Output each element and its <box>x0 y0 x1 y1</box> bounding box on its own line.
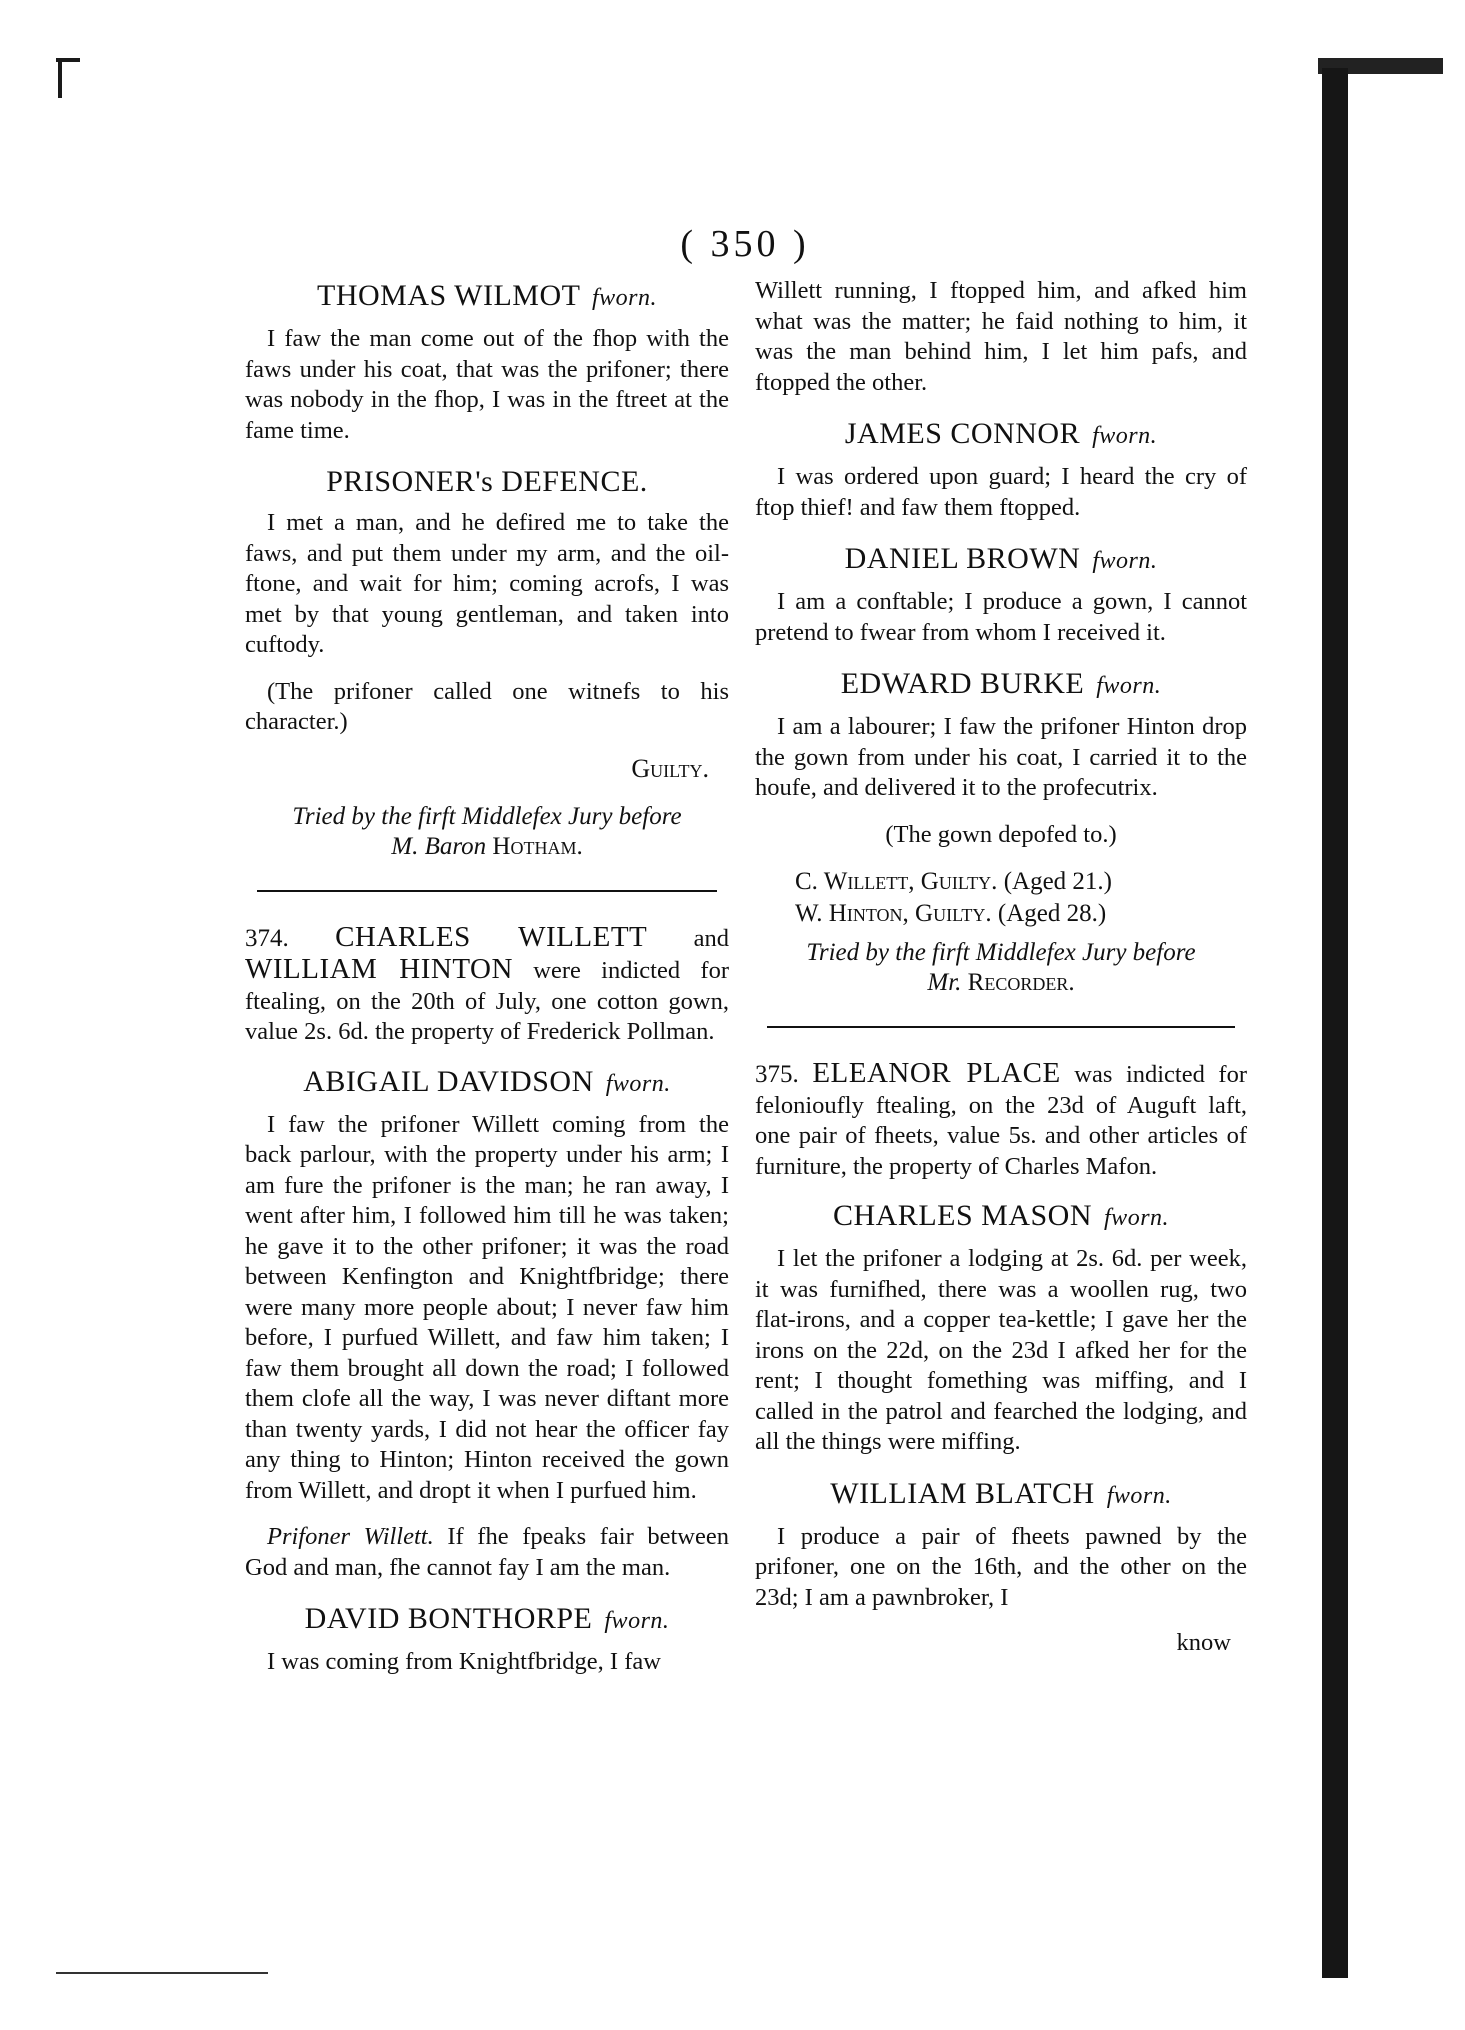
witness-name: JAMES CONNOR <box>844 417 1081 450</box>
right-column <box>755 276 1247 1657</box>
verdict-name: C. Willett, <box>795 868 915 895</box>
witness-heading-brown <box>755 539 1247 581</box>
witness-name: CHARLES MASON <box>832 1199 1093 1232</box>
tried-by-line: Tried by the firft Middlefex Jury before <box>806 939 1196 966</box>
tried-by-note <box>755 938 1247 998</box>
scan-corner-mark-vertical <box>58 58 62 98</box>
witness-heading-burke <box>755 664 1247 706</box>
character-note: (The prifoner called one witnefs to his character.) <box>245 677 729 735</box>
tried-by-judge <box>755 968 1247 998</box>
defendant: ELEANOR PLACE <box>812 1057 1061 1089</box>
verdict-guilty: Guilty. <box>631 753 709 783</box>
sworn-label: fworn. <box>604 1608 670 1634</box>
testimony-bonthorpe-continued: Willett running, I ftopped him, and afked him what was the matter; he faid nothing to him, it was the man behind him, I let him pafs, and ftopped the other. <box>755 277 1247 396</box>
judge-name: Hotham. <box>492 832 583 860</box>
case-number: 375. <box>755 1061 799 1088</box>
defendant-1: CHARLES WILLETT <box>335 920 648 953</box>
testimony-mason: I let the prifoner a lodging at 2s. 6d. per week, it was furnifhed, there was a woollen rug, two flat-irons, and a copper tea-kettle; I gave her the irons on the 22d, on the 23d I afked her for the rent; I thought fomething was miffing, and I called in the patrol and fearched the lodging, and all the things were miffing. <box>755 1245 1247 1455</box>
prisoner-statement-text: If fhe fpeaks fair between God and man, fhe cannot fay I am the man. <box>245 1523 729 1581</box>
page-number: ( 350 ) <box>680 223 810 265</box>
defendant-2: WILLIAM HINTON <box>245 953 513 985</box>
catchword: know <box>1176 1629 1231 1656</box>
testimony-blatch: I produce a pair of fheets pawned by the prifoner, one on the 16th, and the other on the 23d; I am a pawnbroker, I <box>755 1522 1247 1611</box>
indictment-text: was indicted for felonioufly ftealing, on the 23d of Auguft laft, one pair of fheets, value 5s. and other articles of furniture, the property of Charles Mafon. <box>755 1061 1247 1180</box>
gown-deposed-note: (The gown depofed to.) <box>885 820 1117 848</box>
conjunction: and <box>693 924 729 952</box>
verdict-result: Guilty. <box>920 868 998 895</box>
witness-name: ABIGAIL DAVIDSON <box>303 1064 594 1098</box>
sworn-label: fworn. <box>1092 423 1158 449</box>
judge-title: M. Baron <box>391 832 487 860</box>
sworn-label: fworn. <box>605 1070 671 1097</box>
tried-by-note <box>245 802 729 862</box>
judge-title: Mr. <box>927 969 962 996</box>
case-375-lead <box>755 1058 1247 1182</box>
tried-by-judge <box>245 832 729 862</box>
witness-heading-wilmot <box>245 276 729 318</box>
witness-heading-davidson <box>245 1062 729 1104</box>
verdict-age: (Aged 21.) <box>1003 868 1112 895</box>
witness-heading-bonthorpe <box>245 1599 729 1641</box>
testimony-connor: I was ordered upon guard; I heard the cry of ftop thief! and faw them ftopped. <box>755 463 1247 521</box>
witness-heading-connor <box>755 414 1247 456</box>
sworn-label: fworn. <box>1092 548 1158 574</box>
judge-name: Recorder. <box>967 969 1075 996</box>
case-374-lead <box>245 922 729 1048</box>
testimony-burke: I am a labourer; I faw the prifoner Hinton drop the gown from under his coat, I carried it to the houfe, and delivered it to the profecutrix. <box>755 713 1247 801</box>
indictment-text: were indicted for ftealing, on the 20th of July, one cotton gown, value 2s. 6d. the property of Frederick Pollman. <box>245 957 729 1045</box>
sworn-label: fworn. <box>1106 1482 1172 1509</box>
left-column <box>245 276 729 1694</box>
tried-by-line: Tried by the firft Middlefex Jury before <box>292 802 682 830</box>
section-divider <box>767 1026 1235 1028</box>
witness-heading-blatch <box>755 1474 1247 1516</box>
testimony-davidson: I faw the prifoner Willett coming from the back parlour, with the property under his arm; I am fure the prifoner is the man; he ran away, I went after him, I followed him till he was taken; he gave it to the other prifoner; it was the road between Kenfington and Knightfbridge; there were many more people about; I never faw him before, I purfued Willett, and faw him taken; I faw them brought all down the road; I followed them clofe all the way, I was never diftant more than twenty yards, I did not hear the officer fay any thing to Hinton; Hinton received the gown from Willett, and dropt it when I purfued him. <box>245 1110 729 1504</box>
testimony-defence: I met a man, and he defired me to take the faws, and put them under my arm, and the oil-ftone, and wait for him; coming acrofs, I was met by that young gentleman, and taken into cuftody. <box>245 509 729 658</box>
sworn-label: fworn. <box>1096 673 1162 699</box>
witness-heading-mason <box>755 1196 1247 1238</box>
sworn-label: fworn. <box>591 285 657 311</box>
witness-name: THOMAS WILMOT <box>317 279 580 312</box>
defence-heading: PRISONER's DEFENCE. <box>326 465 648 498</box>
verdict-age: (Aged 28.) <box>997 900 1107 927</box>
scan-bottom-line <box>56 1972 268 1974</box>
prisoner-label: Prifoner Willett. <box>267 1523 434 1550</box>
verdict-result: Guilty. <box>915 900 992 927</box>
witness-name: EDWARD BURKE <box>840 667 1085 700</box>
witness-name: WILLIAM BLATCH <box>830 1476 1095 1510</box>
testimony-bonthorpe: I was coming from Knightfbridge, I faw <box>267 1648 661 1675</box>
testimony-wilmot: I faw the man come out of the fhop with the faws under his coat, that was the prifoner; there was nobody in the fhop, I was in the ftreet at the fame time. <box>245 325 729 444</box>
verdict-name: W. Hinton, <box>795 900 909 927</box>
witness-name: DANIEL BROWN <box>844 542 1081 575</box>
case-number: 374. <box>245 924 289 952</box>
sworn-label: fworn. <box>1104 1205 1170 1231</box>
verdict-hinton <box>755 898 1247 930</box>
scan-binding-edge <box>1322 68 1348 1978</box>
witness-name: DAVID BONTHORPE <box>304 1602 593 1635</box>
section-divider <box>257 890 717 892</box>
verdict-willett <box>755 866 1247 898</box>
prisoner-statement <box>245 1522 729 1583</box>
testimony-brown: I am a conftable; I produce a gown, I cannot pretend to fwear from whom I received it. <box>755 588 1247 646</box>
